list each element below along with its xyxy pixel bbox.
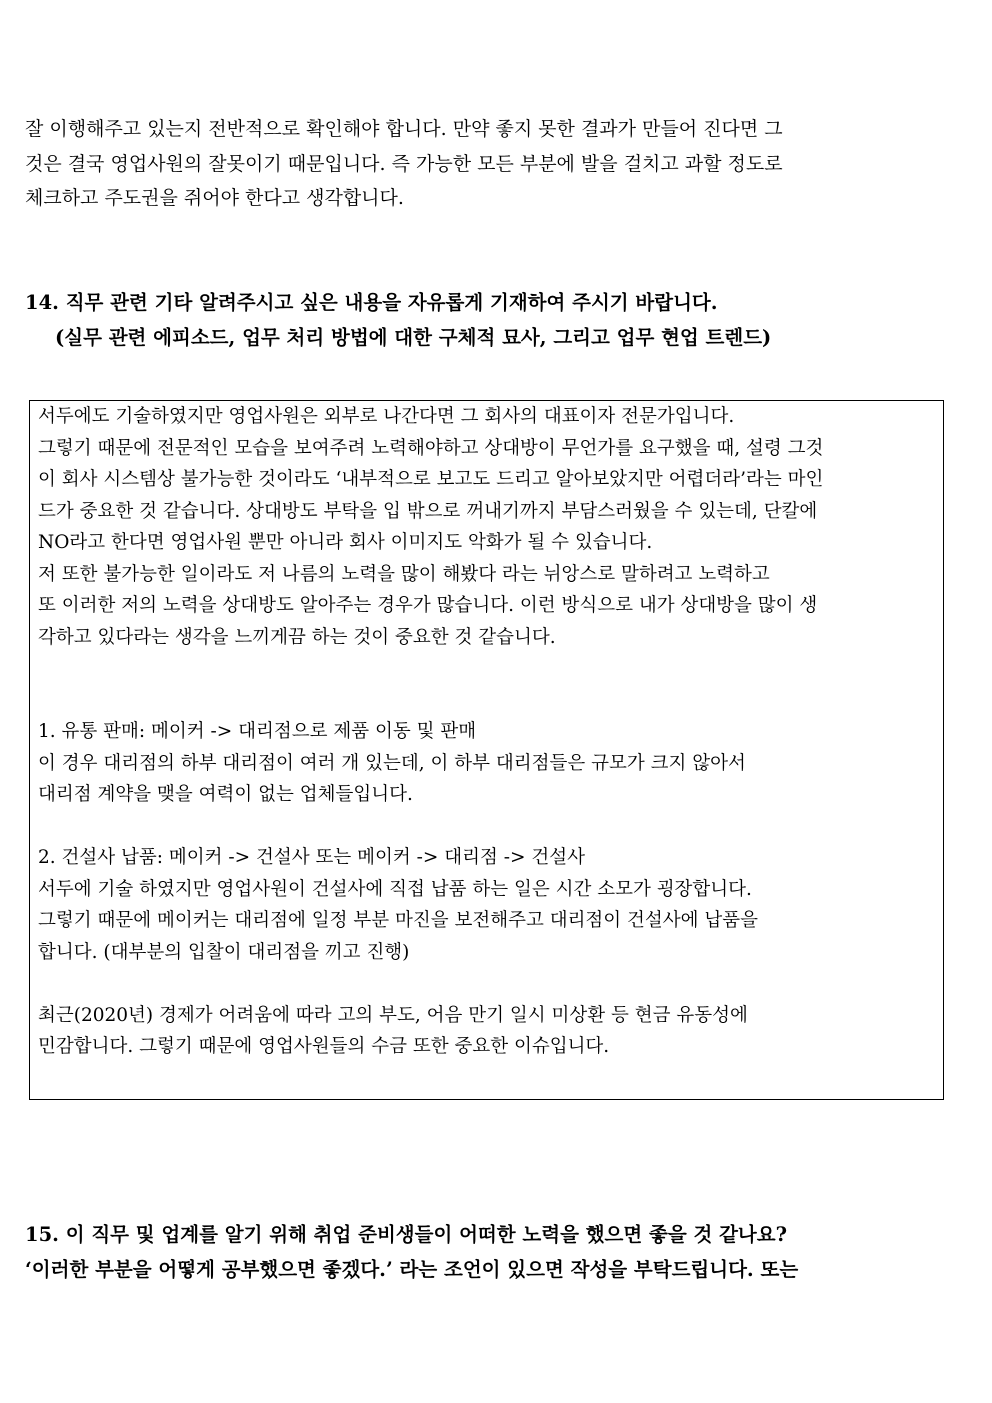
answer-14-box [29,400,944,1100]
answer-line: 이 경우 대리점의 하부 대리점이 여러 개 있는데, 이 하부 대리점들은 규모가 크지 않아서 [38,752,746,774]
answer-line: 그렇기 때문에 메이커는 대리점에 일정 부분 마진을 보전해주고 대리점이 건설사에 납품을 [38,910,759,931]
question-15-heading [25,1217,947,1287]
answer-line: 서두에 기술 하였지만 영업사원이 건설사에 직접 납품 하는 일은 시간 소모가 굉장합니다. [38,878,752,900]
intro-line: 잘 이행해주고 있는지 전반적으로 확인해야 합니다. 만약 좋지 못한 결과가 만들어 진다면 그 [25,118,783,140]
answer-line: 이 회사 시스템상 불가능한 것이라도 ‘내부적으로 보고도 드리고 알아보았지만 어렵더라’라는 마인 [38,469,824,490]
intro-line: 체크하고 주도권을 쥐어야 한다고 생각합니다. [25,187,404,209]
answer-line: 민감합니다. 그렇기 때문에 영업사원들의 수금 또한 중요한 이슈입니다. [38,1036,610,1057]
answer-line: 저 또한 불가능한 일이라도 저 나름의 노력을 많이 해봤다 라는 뉘앙스로 말하려고 노력하고 [38,563,770,585]
answer-line: 각하고 있다라는 생각을 느끼게끔 하는 것이 중요한 것 같습니다. [38,626,556,648]
blank-line [38,811,935,843]
question-14-heading [25,285,947,355]
answer-line: 최근(2020년) 경제가 어려움에 따라 고의 부도, 어음 만기 일시 미상환 등 현금 유동성에 [38,1004,748,1026]
answer-line: 드가 중요한 것 같습니다. 상대방도 부탁을 입 밖으로 꺼내기까지 부담스러웠을 수 있는데, 단칼에 [38,500,818,522]
answer-line: 그렇기 때문에 전문적인 모습을 보여주려 노력해야하고 상대방이 무언가를 요구했을 때, 설령 그것 [38,437,824,459]
question-15-line: ‘이러한 부분을 어떻게 공부했으면 좋겠다.’ 라는 조언이 있으면 작성을 부탁드립니다. 또는 [25,1258,799,1281]
answer-line-construction-heading: 2. 건설사 납품: 메이커 -> 건설사 또는 메이커 -> 대리점 -> 건설사 [38,847,585,868]
answer-line-distribution-heading: 1. 유통 판매: 메이커 -> 대리점으로 제품 이동 및 판매 [38,721,477,742]
intro-paragraph [25,112,947,216]
question-15-line: 15. 이 직무 및 업계를 알기 위해 취업 준비생들이 어떠한 노력을 했으면 좋을 것 같나요? [25,1223,788,1246]
blank-line [38,653,935,685]
answer-line: 대리점 계약을 맺을 여력이 없는 업체들입니다. [38,784,413,805]
blank-line [38,968,935,1000]
answer-line: 합니다. (대부분의 입찰이 대리점을 끼고 진행) [38,941,410,963]
question-14-title: 14. 직무 관련 기타 알려주시고 싶은 내용을 자유롭게 기재하여 주시기 바랍니다. [25,291,718,314]
answer-line: 서두에도 기술하였지만 영업사원은 외부로 나간다면 그 회사의 대표이자 전문가입니다. [38,406,735,427]
blank-line [38,685,935,717]
answer-line: NO라고 한다면 영업사원 뿐만 아니라 회사 이미지도 악화가 될 수 있습니다. [38,532,653,553]
intro-line: 것은 결국 영업사원의 잘못이기 때문입니다. 즉 가능한 모든 부분에 발을 걸치고 과할 정도로 [25,152,783,175]
answer-line: 또 이러한 저의 노력을 상대방도 알아주는 경우가 많습니다. 이런 방식으로 내가 상대방을 많이 생 [38,595,818,616]
question-14-subtitle: (실무 관련 에피소드, 업무 처리 방법에 대한 구체적 묘사, 그리고 업무 현업 트렌드) [55,326,772,349]
